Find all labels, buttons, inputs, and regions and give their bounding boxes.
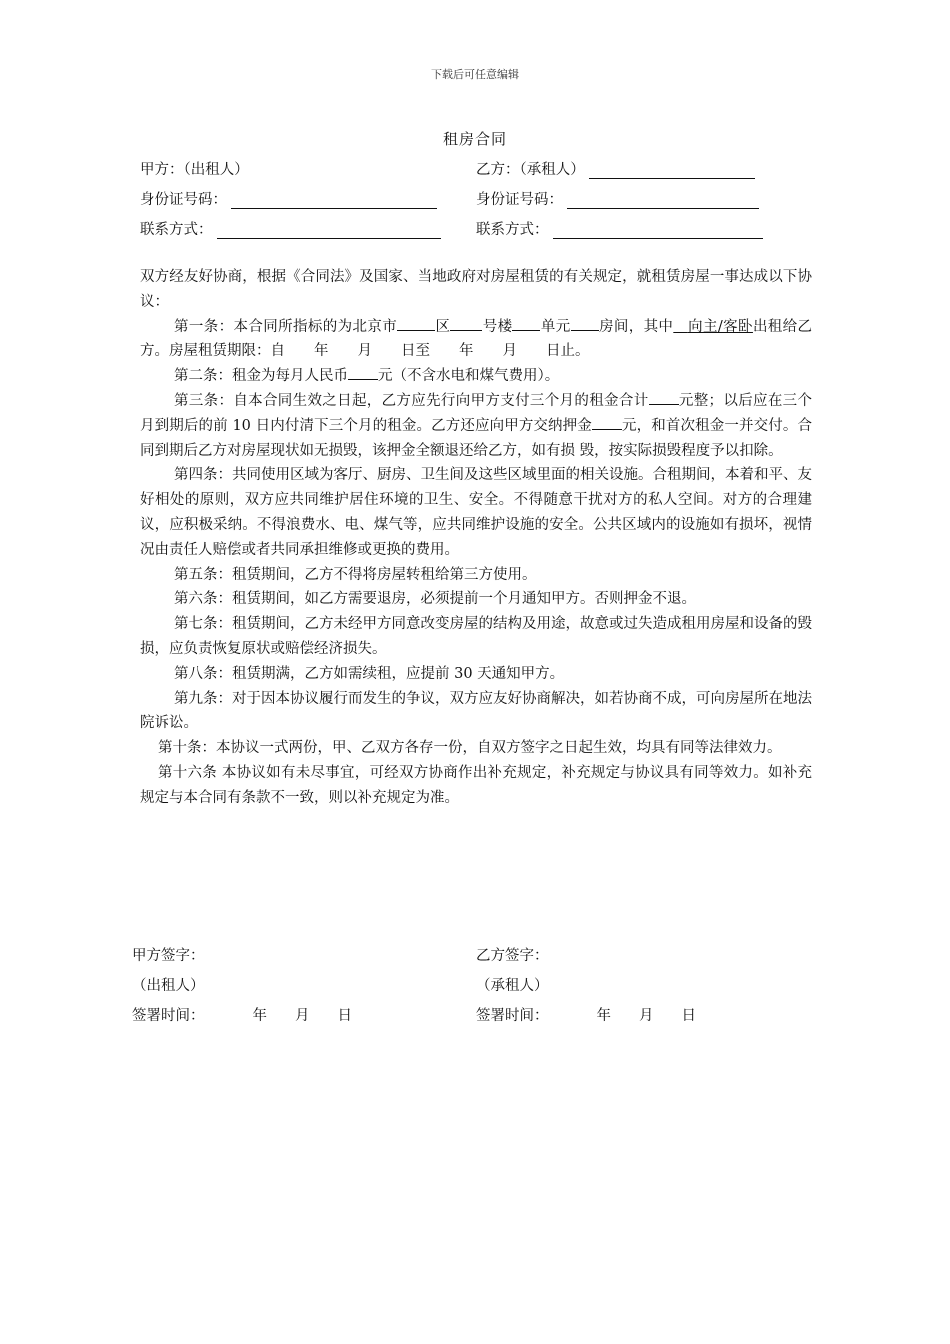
monthly-rent-blank[interactable] xyxy=(348,364,378,380)
header-note: 下载后可任意编辑 xyxy=(431,68,519,81)
article-8: 第八条：租赁期满，乙方如需续租，应提前 30 天通知甲方。 xyxy=(174,665,565,682)
building-blank[interactable] xyxy=(450,315,482,331)
article-16: 第十六条 本协议如有未尽事宜，可经双方协商作出补充规定，补充规定与协议具有同等效力。如补充规定与本合同有条款不一致，则以补充规定为准。 xyxy=(140,764,812,806)
party-a-contact-field[interactable] xyxy=(217,222,441,239)
party-b-id: 身份证号码： xyxy=(476,188,759,209)
party-b-id-field[interactable] xyxy=(567,192,759,209)
unit-blank[interactable] xyxy=(512,315,540,331)
article-1: 第一条：本合同所指标的为北京市 区 号楼 单元 房间，其中 向主/客卧出租给乙方。房屋租赁期限：自 年 月 日至 年 月 日止。 xyxy=(140,315,812,365)
party-row-id xyxy=(140,188,820,210)
party-b-role: （承租人） xyxy=(476,978,549,994)
party-b-contact-field[interactable] xyxy=(553,222,763,239)
rent-total-blank[interactable] xyxy=(649,389,679,405)
party-a-date: 签署时间： 年 月 日 xyxy=(132,1008,352,1024)
room-blank[interactable] xyxy=(571,315,599,331)
party-a-signature[interactable]: 甲方签字： xyxy=(132,948,205,964)
party-b-label: 乙方：（承租人） xyxy=(476,158,755,179)
article-7: 第七条：租赁期间，乙方未经甲方同意改变房屋的结构及用途，故意或过失造成租用房屋和设备的毁损，应负责恢复原状或赔偿经济损失。 xyxy=(140,616,812,657)
party-row-name xyxy=(140,158,820,180)
contract-body xyxy=(140,265,812,811)
room-type: 向主/客卧 xyxy=(687,318,753,335)
party-a-contact: 联系方式： xyxy=(140,218,441,239)
party-a-label: 甲方：（出租人） xyxy=(140,162,249,178)
district-blank[interactable] xyxy=(397,315,435,331)
deposit-blank[interactable] xyxy=(592,414,622,430)
article-9: 第九条：对于因本协议履行而发生的争议，双方应友好协商解决，如若协商不成，可向房屋所在地法院诉讼。 xyxy=(140,690,812,732)
article-6: 第六条：租赁期间，如乙方需要退房，必须提前一个月通知甲方。否则押金不退。 xyxy=(174,591,696,608)
article-10: 第十条：本协议一式两份，甲、乙双方各存一份，自双方签字之日起生效，均具有同等法律效力。 xyxy=(158,740,782,757)
party-a-role: （出租人） xyxy=(132,978,205,994)
party-b-name-field[interactable] xyxy=(589,162,755,179)
party-a-id: 身份证号码： xyxy=(140,188,437,209)
party-b-signature[interactable]: 乙方签字： xyxy=(476,948,549,964)
party-b-contact: 联系方式： xyxy=(476,218,763,239)
party-row-contact xyxy=(140,218,820,240)
article-2: 第二条：租金为每月人民币 元（不含水电和煤气费用）。 xyxy=(140,364,812,389)
article-4: 第四条：共同使用区域为客厅、厨房、卫生间及这些区域里面的相关设施。合租期间，本着和平、友好相处的原则，双方应共同维护居住环境的卫生、安全。不得随意干扰对方的私人空间。对方的合理建议，应积极采纳。不得浪费水、电、煤气等，应共同维护设施的安全。公共区域内的设施如有损坏，视情况由责任人赔偿或者共同承担维修或更换的费用。 xyxy=(140,467,812,558)
party-b-date: 签署时间： 年 月 日 xyxy=(476,1008,696,1024)
party-a-id-field[interactable] xyxy=(231,192,437,209)
article-3: 第三条：自本合同生效之日起，乙方应先行向甲方支付三个月的租金合计 元整；以后应在三个月到期后的前 10 日内付清下三个月的租金。乙方还应向甲方交纳押金 元，和首次租金一并交付。合同到期后乙方对房屋现状如无损毁，该押金全额退还给乙方，如有损 毁，按实际损毁程度予以扣除。 xyxy=(140,389,812,463)
article-5: 第五条：租赁期间，乙方不得将房屋转租给第三方使用。 xyxy=(174,566,537,583)
intro-paragraph: 双方经友好协商，根据《合同法》及国家、当地政府对房屋租赁的有关规定，就租赁房屋一事达成以下协议： xyxy=(140,269,812,310)
contract-title: 租房合同 xyxy=(442,130,507,148)
